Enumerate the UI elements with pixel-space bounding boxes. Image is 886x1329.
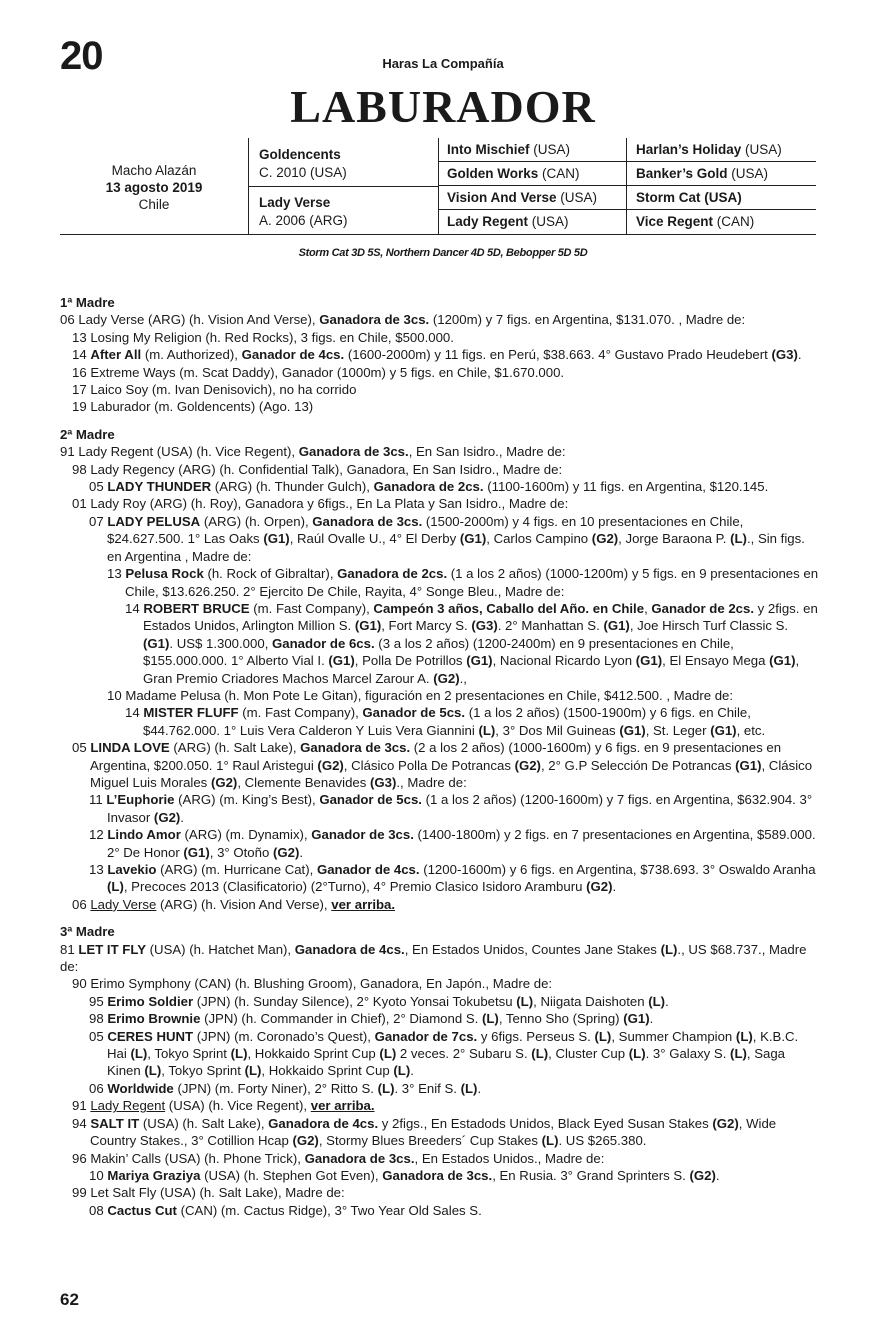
entry-text: (L): [244, 1063, 262, 1079]
entry-text: , Precoces 2013 (Clasificatorio) (2°Turno), 4° Premio Clasico Isidoro Aramburu: [123, 879, 587, 895]
family-entry: [60, 1115, 820, 1150]
birth-date: 13 agosto 2019: [105, 180, 203, 195]
entry-text: .: [715, 1167, 720, 1183]
entry-text: 14: [72, 347, 91, 363]
entry-text: (ARG) (m. King’s Best),: [174, 792, 320, 808]
entry-text: (G2): [514, 757, 541, 773]
entry-text: (L): [730, 531, 747, 547]
entry-text: (USA) (h. Salt Lake),: [139, 1115, 269, 1131]
entry-text: Ganador de 2cs.: [651, 600, 754, 616]
entry-text: 96 Makin’ Calls (USA) (h. Phone Trick),: [72, 1150, 305, 1166]
entry-text: , Stormy Blues Breeders´ Cup Stakes: [318, 1133, 542, 1149]
entry-text: , En Estados Unidos, Countes Jane Stakes: [404, 941, 661, 957]
gp-country: (USA): [529, 142, 571, 157]
country: Chile: [138, 197, 170, 212]
entry-text: LINDA LOVE: [90, 740, 170, 756]
entry-text: (G1): [143, 635, 170, 651]
entry-text: (ARG) (h. Thunder Gulch),: [211, 479, 374, 495]
family-entry: [60, 1080, 820, 1097]
entry-text: , 3° Dos Mil Guineas: [495, 722, 620, 738]
sire-name: Goldencents: [259, 147, 341, 162]
breeder-name: Haras La Compañía: [382, 56, 504, 71]
entry-text: 95: [89, 993, 108, 1009]
horse-name: LABURADOR: [290, 81, 596, 132]
gp-name: Lady Regent: [447, 214, 529, 229]
entry-text: (1 a los 2 años) (1000-1200m) y 5 figs. en 9 presentaciones en Chile, $13.626.250. 2° Ejercito De Chile, Rayita, 4° Songe Bleu., Madre de:: [125, 566, 819, 599]
entry-text: (G1): [183, 844, 210, 860]
entry-text: (L): [660, 941, 678, 957]
entry-text: 81: [60, 941, 79, 957]
entry-text: .: [649, 1011, 654, 1027]
entry-text: , Gran Premio Criadores Machos Marcel Zarour A.: [143, 653, 800, 686]
page-number: 62: [60, 1290, 79, 1309]
entry-text: (ARG) (h. Orpen),: [200, 513, 313, 529]
entry-text: (G2): [153, 809, 181, 825]
ggp-country: (USA): [727, 166, 769, 181]
entry-text: 90 Erimo Symphony (CAN) (h. Blushing Groom), Ganadora, En Japón., Madre de:: [72, 976, 553, 992]
entry-text: (1200-1600m) y 6 figs. en Argentina, $738.693. 3° Oswaldo Aranha: [419, 862, 816, 877]
entry-text: 10 Madame Pelusa (h. Mon Pote Le Gitan), figuración en 2 presentaciones en Chile, $412.500. , Madre de:: [107, 687, 734, 703]
entry-text: LADY THUNDER: [107, 479, 212, 495]
family-entry: [60, 739, 820, 791]
entry-text: (G2): [317, 757, 344, 773]
entry-text: Ganadora de 3cs.: [382, 1167, 493, 1183]
entry-text: .: [299, 844, 304, 860]
entry-text: After All: [90, 347, 142, 363]
entry-text: Ganador de 5cs.: [362, 705, 466, 721]
entry-text: (m. Fast Company),: [238, 705, 363, 721]
entry-text: L’Euphorie: [106, 792, 175, 808]
entry-text: (G1): [735, 757, 762, 773]
entry-text: (L): [144, 1063, 162, 1079]
entry-text: (1200m) y 7 figs. en Argentina, $131.070. , Madre de:: [429, 312, 746, 328]
entry-text: (G1): [354, 618, 382, 634]
entry-text: (G2): [591, 531, 619, 547]
entry-text: Ganador de 4cs.: [316, 862, 420, 877]
entry-text: . 3° Galaxy S.: [645, 1046, 731, 1062]
entry-text: , St. Leger: [645, 722, 711, 738]
family-entry: [60, 398, 820, 415]
entry-text: (1 a los 2 años) (1200-1600m) y 7 figs. en Argentina, $632.904. 3° Invasor: [107, 792, 813, 825]
entry-text: 2 veces. 2° Subaru S.: [396, 1046, 532, 1062]
entry-text: (h. Rock of Gibraltar),: [203, 566, 338, 582]
entry-text: Erimo Brownie: [107, 1011, 201, 1027]
ggp-name: Harlan’s Holiday: [636, 142, 742, 157]
entry-text: , Fort Marcy S.: [381, 618, 472, 634]
entry-text: (G2): [210, 774, 238, 790]
entry-text: (L): [379, 1046, 397, 1062]
entry-text: ver arriba.: [310, 1098, 375, 1114]
entry-text: 06: [89, 1080, 108, 1096]
entry-text: Pelusa Rock: [125, 566, 204, 582]
entry-text: (L): [628, 1046, 646, 1062]
entry-text: Ganadora de 3cs.: [300, 740, 411, 756]
entry-text: (L): [730, 1046, 747, 1062]
entry-text: , K.B.C. Hai: [107, 1028, 799, 1062]
entry-text: , Clemente Benavides: [237, 774, 370, 790]
family-entry: [60, 346, 820, 363]
entry-text: 98: [89, 1011, 108, 1027]
sex-color: Macho Alazán: [111, 163, 197, 178]
entry-text: 01 Lady Roy (ARG) (h. Roy), Ganadora y 6figs., En La Plata y San Isidro., Madre de:: [72, 496, 569, 512]
entry-text: Lady Verse: [90, 896, 157, 912]
entry-text: MISTER FLUFF: [143, 705, 239, 721]
gp-country: (CAN): [538, 166, 580, 181]
entry-text: , En Estados Unidos., Madre de:: [414, 1150, 605, 1166]
entry-text: Ganadora de 2cs.: [373, 479, 484, 495]
entry-text: Ganador de 3cs.: [311, 827, 414, 843]
entry-text: (L): [541, 1133, 559, 1149]
entry-text: Ganador de 5cs.: [319, 792, 422, 808]
entry-text: (G1): [328, 653, 355, 669]
entry-text: (G1): [619, 722, 646, 738]
great-grandparent: [626, 138, 816, 162]
sire-info: C. 2010 (USA): [259, 165, 347, 180]
entry-text: , El Ensayo Mega: [662, 653, 770, 669]
entry-text: , Clásico Polla De Potrancas: [343, 757, 515, 773]
entry-text: y 2figs., En Estadods Unidos, Black Eyed Susan Stakes: [378, 1115, 713, 1131]
entry-text: , Hokkaido Sprint Cup: [247, 1046, 380, 1062]
entry-text: (L): [393, 1063, 411, 1079]
entry-text: 06 Lady Verse (ARG) (h. Vision And Verse),: [60, 312, 320, 328]
entry-text: (1500-2000m) y 4 figs. en 10 presentaciones en Chile, $24.627.500. 1° Las Oaks: [107, 513, 744, 547]
entry-text: 16 Extreme Ways (m. Scat Daddy), Ganador (1000m) y 5 figs. en Chile, $1.670.000.: [72, 364, 565, 380]
family-entry: [60, 1150, 820, 1167]
family-entry: [60, 1202, 820, 1219]
entry-text: 91: [72, 1098, 91, 1114]
entry-text: (G1): [263, 531, 290, 547]
entry-text: (ARG) (m. Dynamix),: [180, 827, 312, 843]
entry-text: (G2): [433, 670, 460, 686]
entry-text: 17 Laico Soy (m. Ivan Denisovich), no ha corrido: [72, 382, 357, 398]
entry-text: ROBERT BRUCE: [143, 600, 250, 616]
entry-text: , Nacional Ricardo Lyon: [492, 653, 636, 669]
entry-text: (L): [481, 1011, 499, 1027]
entry-text: 05: [89, 1028, 108, 1044]
entry-text: (L): [107, 879, 124, 895]
section-title: 2ª Madre: [60, 426, 115, 442]
family-entry: [60, 1028, 820, 1080]
entry-text: (CAN) (m. Cactus Ridge), 3° Two Year Old Sales S.: [176, 1202, 482, 1218]
entry-text: SALT IT: [90, 1115, 140, 1131]
entry-text: ., Sin figs. en Argentina , Madre de:: [107, 531, 805, 564]
entry-text: (L): [648, 993, 666, 1009]
entry-text: 08: [89, 1202, 108, 1218]
entry-text: (G1): [459, 531, 487, 547]
entry-text: , En Rusia. 3° Grand Sprinters S.: [492, 1167, 690, 1183]
family-entry: [60, 704, 820, 739]
entry-text: (L): [531, 1046, 549, 1062]
gp-name: Vision And Verse: [447, 190, 557, 205]
entry-text: , Polla De Potrillos: [354, 653, 467, 669]
entry-text: (L): [735, 1028, 753, 1044]
entry-text: . US $265.380.: [558, 1133, 647, 1149]
entry-text: 11: [89, 792, 107, 808]
entry-text: , etc.: [736, 722, 766, 738]
family-entry: [60, 687, 820, 704]
entry-text: .,: [459, 670, 467, 686]
entry-text: 91 Lady Regent (USA) (h. Vice Regent),: [60, 444, 299, 460]
entry-text: 13 Losing My Religion (h. Red Rocks), 3 figs. en Chile, $500.000.: [72, 329, 454, 345]
entry-text: (JPN) (h. Sunday Silence), 2° Kyoto Yonsai Tokubetsu: [193, 993, 517, 1009]
entry-text: (ARG) (m. Hurricane Cat),: [156, 862, 317, 877]
entry-text: 14: [125, 600, 144, 616]
entry-text: Cactus Cut: [107, 1202, 177, 1218]
entry-text: (L): [460, 1080, 478, 1096]
entry-text: (G3): [471, 618, 498, 634]
entry-text: , Tokyo Sprint: [147, 1046, 231, 1062]
entry-text: Ganadora de 3cs.: [298, 444, 409, 460]
family-entry: [60, 1010, 820, 1027]
grandsire-paternal: [438, 138, 626, 162]
entry-text: y 2figs. en Estados Unidos, Arlington Million S.: [143, 600, 818, 634]
entry-text: Lindo Amor: [107, 827, 181, 843]
gp-name: Golden Works: [447, 166, 539, 181]
entry-text: , Raúl Ovalle U., 4° El Derby: [289, 531, 460, 547]
family-entry: [60, 513, 820, 565]
entry-text: (1100-1600m) y 11 figs. en Argentina, $120.145.: [483, 479, 769, 495]
entry-text: (L): [594, 1028, 612, 1044]
entry-text: (m. Fast Company),: [249, 600, 374, 616]
entry-text: .: [410, 1063, 414, 1079]
entry-text: . US$ 1.300.000,: [169, 635, 273, 651]
entry-text: (L): [377, 1080, 395, 1096]
entry-text: (JPN) (m. Coronado’s Quest),: [193, 1028, 375, 1044]
entry-text: Erimo Soldier: [107, 993, 194, 1009]
entry-text: , 2° G.P Selección De Potrancas: [540, 757, 736, 773]
entry-text: CERES HUNT: [107, 1028, 194, 1044]
entry-text: ., US $68.737., Madre de:: [60, 941, 807, 975]
entry-text: 94: [72, 1115, 91, 1131]
ggp-name: Banker’s Gold: [636, 166, 728, 181]
section-title: 3ª Madre: [60, 924, 115, 940]
grandsire-maternal: [438, 186, 626, 210]
entry-text: 05: [89, 479, 108, 495]
entry-text: (USA) (h. Vice Regent),: [165, 1098, 311, 1114]
family-entry: [60, 443, 820, 460]
family-entry: [60, 941, 820, 976]
entry-text: (m. Authorized),: [141, 347, 242, 363]
entry-text: Ganadora de 4cs.: [268, 1115, 379, 1131]
entry-text: . 3° Enif S.: [394, 1080, 461, 1096]
entry-text: , Tokyo Sprint: [161, 1063, 245, 1079]
entry-text: 14: [125, 705, 144, 721]
entry-text: .: [180, 809, 184, 825]
great-grandparent: [626, 186, 816, 210]
entry-text: (G3): [771, 347, 798, 363]
entry-text: , Summer Champion: [611, 1028, 736, 1044]
entry-text: ver arriba.: [331, 896, 396, 912]
entry-text: .: [612, 879, 617, 895]
entry-text: , Saga Kinen: [107, 1046, 786, 1079]
dam-info: A. 2006 (ARG): [259, 213, 348, 228]
entry-text: 06: [72, 896, 91, 912]
ggp-name: Vice Regent: [636, 214, 714, 229]
entry-text: (3 a los 2 años) (1200-2400m) en 9 presentaciones en Chile, $155.000.000. 1° Alberto Vial I.: [143, 635, 734, 669]
entry-text: Ganadora de 3cs.: [304, 1150, 415, 1166]
entry-text: (G1): [623, 1011, 650, 1027]
entry-text: 98 Lady Regency (ARG) (h. Confidential Talk), Ganadora, En San Isidro., Madre de:: [72, 461, 563, 477]
entry-text: 05: [72, 740, 91, 756]
family-entry: [60, 495, 820, 512]
entry-text: ,: [644, 600, 652, 616]
entry-text: Ganador de 7cs.: [374, 1028, 478, 1044]
entry-text: Ganadora de 3cs.: [319, 312, 430, 328]
entry-text: 13: [107, 566, 126, 582]
family-entry: [60, 791, 820, 826]
entry-text: (L): [516, 993, 534, 1009]
family-entry: [60, 600, 820, 687]
family-entry: [60, 1097, 820, 1114]
ggp-country: (CAN): [713, 214, 755, 229]
entry-text: , Tenno Sho (Spring): [498, 1011, 624, 1027]
family-entry: [60, 329, 820, 346]
entry-text: , Hokkaido Sprint Cup: [261, 1063, 394, 1079]
section-title: 1ª Madre: [60, 295, 115, 310]
entry-text: , 3° Otoño: [209, 844, 273, 860]
entry-text: (G1): [710, 722, 737, 738]
entry-text: Ganadora de 4cs.: [294, 941, 405, 957]
entry-text: (1400-1800m) y 2 figs. en 7 presentaciones en Argentina, $589.000. 2° De Honor: [107, 827, 816, 860]
entry-text: 07: [89, 513, 108, 529]
family-entry: [60, 826, 820, 861]
entry-text: (G1): [603, 618, 630, 634]
granddam-maternal: [438, 210, 626, 234]
entry-text: (G3): [370, 774, 397, 790]
dam-name: Lady Verse: [259, 195, 331, 210]
entry-text: Ganador de 6cs.: [272, 635, 375, 651]
entry-text: (JPN) (h. Commander in Chief), 2° Diamond S.: [200, 1011, 482, 1027]
entry-text: , Clásico Miguel Luis Morales: [90, 757, 813, 790]
entry-text: (ARG) (h. Salt Lake),: [169, 740, 301, 756]
great-grandparent: [626, 210, 816, 234]
family-entry: [60, 311, 820, 328]
ggp-name: Storm Cat (USA): [636, 190, 742, 205]
family-entry: [60, 381, 820, 398]
family-entry: [60, 1184, 820, 1201]
entry-text: (G2): [292, 1133, 319, 1149]
entry-text: , Niigata Daishoten: [533, 993, 649, 1009]
entry-text: , Cluster Cup: [548, 1046, 629, 1062]
entry-text: (G2): [689, 1167, 716, 1183]
entry-text: 99 Let Salt Fly (USA) (h. Salt Lake), Madre de:: [72, 1185, 345, 1201]
entry-text: LET IT FLY: [78, 941, 146, 957]
entry-text: (G2): [272, 844, 300, 860]
maternal-family: [60, 294, 820, 1219]
family-entry: [60, 896, 820, 913]
entry-text: (G1): [769, 653, 796, 669]
entry-text: 12: [89, 827, 108, 843]
family-entry: [60, 861, 820, 896]
entry-text: Ganadora de 2cs.: [337, 566, 448, 582]
gp-name: Into Mischief: [447, 142, 530, 157]
dam-cell: [248, 186, 439, 234]
entry-text: , Wide Country Stakes., 3° Cotillion Hcap: [90, 1115, 777, 1149]
granddam-paternal: [438, 162, 626, 186]
entry-text: Worldwide: [107, 1080, 174, 1096]
entry-text: LADY PELUSA: [107, 513, 201, 529]
entry-text: , En San Isidro., Madre de:: [408, 444, 566, 460]
family-entry: [60, 1167, 820, 1184]
inbreeding-note: Storm Cat 3D 5S, Northern Dancer 4D 5D, Bebopper 5D 5D: [298, 247, 588, 259]
entry-text: Lavekio: [107, 862, 157, 877]
entry-text: , Jorge Baraona P.: [618, 531, 731, 547]
entry-text: .: [797, 347, 802, 363]
great-grandparent: [626, 162, 816, 186]
family-entry: [60, 478, 820, 495]
entry-text: Mariya Graziya: [107, 1167, 201, 1183]
ggp-country: (USA): [741, 142, 782, 157]
entry-text: , Carlos Campino: [486, 531, 592, 547]
horse-details: [60, 162, 248, 213]
entry-text: (USA) (h. Hatchet Man),: [146, 941, 295, 957]
entry-text: . 2° Manhattan S.: [497, 618, 604, 634]
sire-cell: [248, 138, 439, 187]
lot-number: 20: [60, 34, 103, 78]
entry-text: , Joe Hirsch Turf Classic S.: [629, 618, 789, 634]
entry-text: .: [665, 993, 669, 1009]
entry-text: Ganador de 4cs.: [241, 347, 345, 363]
entry-text: (1600-2000m) y 11 figs. en Perú, $38.663. 4° Gustavo Prado Heudebert: [344, 347, 772, 363]
entry-text: (JPN) (m. Forty Niner), 2° Ritto S.: [173, 1080, 378, 1096]
entry-text: (L): [230, 1046, 248, 1062]
entry-text: ., Madre de:: [396, 774, 467, 790]
entry-text: (G1): [635, 653, 663, 669]
entry-text: (L): [130, 1046, 148, 1062]
entry-text: 10: [89, 1167, 108, 1183]
family-entry: [60, 364, 820, 381]
family-entry: [60, 975, 820, 992]
entry-text: y 6figs. Perseus S.: [477, 1028, 595, 1044]
entry-text: (G2): [712, 1115, 739, 1131]
entry-text: Lady Regent: [90, 1098, 166, 1114]
pedigree-table: [60, 138, 816, 235]
entry-text: Campeón 3 años, Caballo del Año. en Chile: [373, 600, 645, 616]
family-entry: [60, 461, 820, 478]
entry-text: (ARG) (h. Vision And Verse),: [156, 896, 332, 912]
entry-text: (2 a los 2 años) (1000-1600m) y 6 figs. en 9 presentaciones en Argentina, $200.050. 1° Raul Aristegui: [90, 740, 782, 773]
entry-text: 13: [89, 862, 108, 877]
entry-text: 19 Laburador (m. Goldencents) (Ago. 13): [72, 399, 314, 415]
gp-country: (USA): [556, 190, 598, 205]
entry-text: (1 a los 2 años) (1500-1900m) y 6 figs. en Chile, $44.762.000. 1° Luis Vera Calderon Y Luis Vera Giannini: [143, 705, 751, 738]
entry-text: .: [477, 1080, 482, 1096]
entry-text: Ganadora de 3cs.: [312, 513, 423, 529]
entry-text: (G1): [466, 653, 493, 669]
entry-text: (USA) (h. Stephen Got Even),: [200, 1167, 383, 1183]
gp-country: (USA): [528, 214, 569, 229]
family-entry: [60, 565, 820, 600]
entry-text: (L): [478, 722, 496, 738]
entry-text: (G2): [586, 879, 613, 895]
family-entry: [60, 993, 820, 1010]
